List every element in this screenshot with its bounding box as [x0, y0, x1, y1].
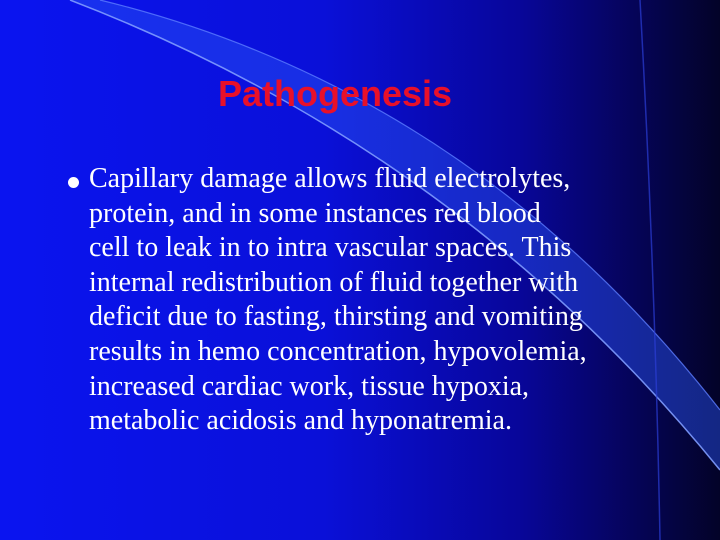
bullet-marker	[68, 177, 79, 188]
bullet-text-line: results in hemo concentration, hypovolemia,	[89, 335, 587, 367]
bullet-text-line: cell to leak in to intra vascular spaces. This	[89, 232, 572, 264]
bullet-text-line: increased cardiac work, tissue hypoxia,	[89, 370, 530, 402]
bullet-text-line: Capillary damage allows fluid electrolytes,	[89, 163, 571, 194]
slide-title: Pathogenesis	[218, 73, 453, 114]
bullet-text-line: deficit due to fasting, thirsting and vomiting	[89, 301, 583, 333]
bullet-text-line: metabolic acidosis and hyponatremia.	[89, 405, 512, 437]
bullet-text-line: protein, and in some instances red blood	[89, 197, 541, 229]
bullet-paragraph	[89, 162, 689, 439]
bullet-text-line: internal redistribution of fluid together with	[89, 266, 579, 298]
